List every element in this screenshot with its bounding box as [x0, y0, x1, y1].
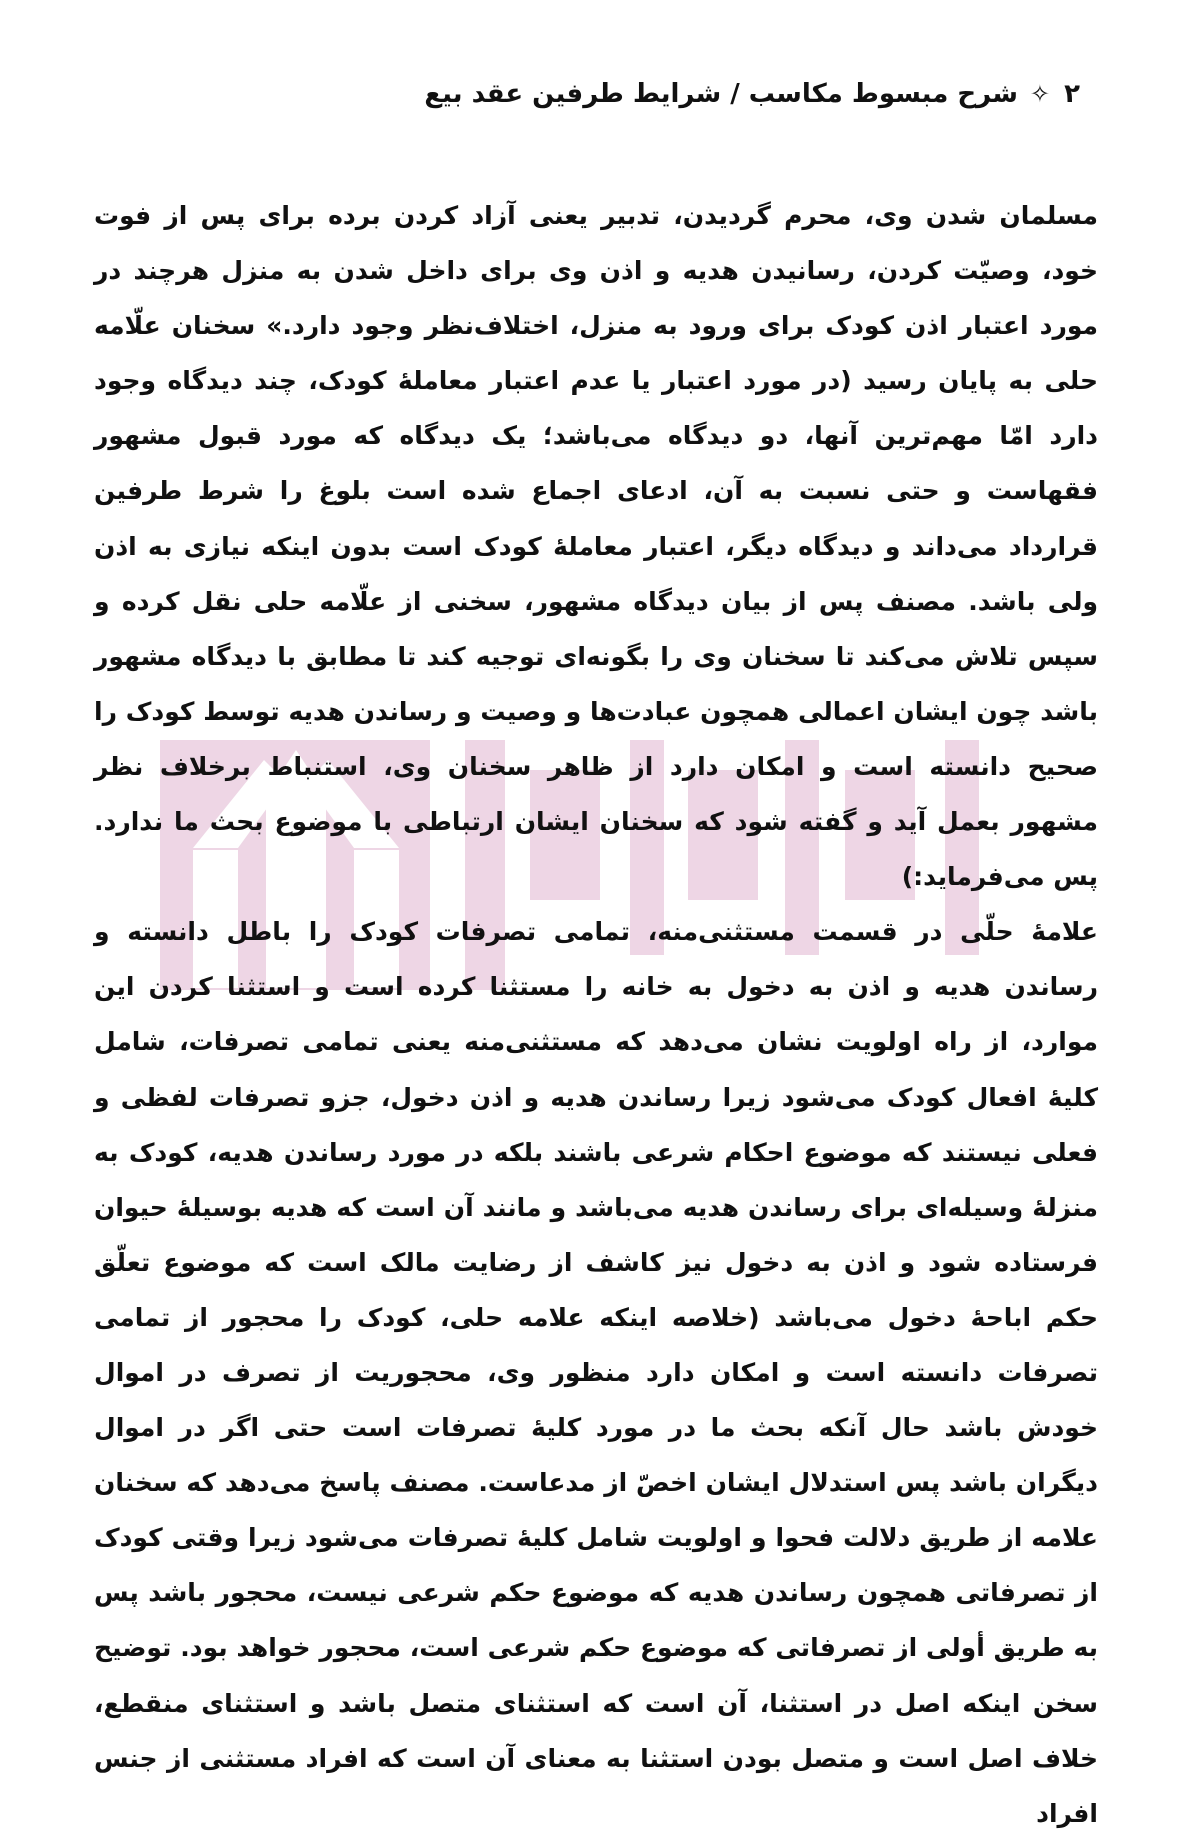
running-title: شرح مبسوط مکاسب / شرایط طرفین عقد بیع	[424, 79, 1018, 109]
diamond-cross-icon: ✧	[1029, 80, 1050, 108]
page-number: ۲	[1064, 79, 1080, 109]
paragraph: علامهٔ حلّی در قسمت مستثنی‌منه، تمامی تصرفات کودک را باطل دانسته و رساندن هدیه و اذن به دخول به خانه را مستثنا کرده است و استثنا کردن این موارد، از راه اولویت نشان می‌دهد که مستثنی‌منه یعنی تمامی تصرفات، شامل کلیهٔ افعال کودک می‌شود زیرا رساندن هدیه و اذن دخول، جزو تصرفات لفظی و فعلی نیستند که موضوع احکام شرعی باشند بلکه در مورد رساندن هدیه، کودک به منزلهٔ وسیله‌ای برای رساندن هدیه می‌باشد و مانند آن است که هدیه بوسیلهٔ حیوان فرستاده شود و اذن به دخول نیز کاشف از رضایت مالک است که موضوع تعلّق حکم اباحهٔ دخول می‌باشد (خلاصه اینکه علامه حلی، کودک را محجور از تمامی تصرفات دانسته است و امکان دارد منظور وی، محجوریت از تصرف در اموال خودش باشد حال آنکه بحث ما در مورد کلیهٔ تصرفات است حتی اگر در اموال دیگران باشد پس استدلال ایشان اخصّ از مدعاست. مصنف پاسخ می‌دهد که سخنان علامه از طریق دلالت فحوا و اولویت شامل کلیهٔ تصرفات می‌شود زیرا وقتی کودک از تصرفاتی همچون رساندن هدیه که موضوع حکم شرعی نیست، محجور باشد پس به طریق أولی از تصرفاتی که موضوع حکم شرعی است، محجور خواهد بود. توضیح سخن اینکه اصل در استثنا، آن است که استثنای متصل باشد و استثنای منقطع، خلاف اصل است و متصل بودن استثنا به معنای آن است که افراد مستثنی از جنس افراد	[94, 917, 1098, 1828]
main-text	[94, 188, 1098, 1841]
page-header	[98, 72, 1080, 116]
paragraph: مسلمان شدن وی، محرم گردیدن، تدبیر یعنی آزاد کردن برده برای پس از فوت خود، وصیّت کردن، رسانیدن هدیه و اذن وی برای داخل شدن به منزل هرچند در مورد اعتبار اذن کودک برای ورود به منزل، اختلاف‌نظر وجود دارد.» سخنان علّامه حلی به پایان رسید (در مورد اعتبار یا عدم اعتبار معاملهٔ کودک، چند دیدگاه وجود دارد امّا مهم‌ترین آنها، دو دیدگاه می‌باشد؛ یک دیدگاه که مورد قبول مشهور فقهاست و حتی نسبت به آن، ادعای اجماع شده است بلوغ را شرط طرفین قرارداد می‌داند و دیدگاه دیگر، اعتبار معاملهٔ کودک است بدون اینکه نیازی به اذن ولی باشد. مصنف پس از بیان دیدگاه مشهور، سخنی از علّامه حلی نقل کرده و سپس تلاش می‌کند تا سخنان وی را بگونه‌ای توجیه کند تا مطابق با دیدگاه مشهور باشد چون ایشان اعمالی همچون عبادت‌ها و وصیت و رساندن هدیه توسط کودک را صحیح دانسته است و امکان دارد از ظاهر سخنان وی، استنباط برخلاف نظر مشهور بعمل آید و گفته شود که سخنان ایشان ارتباطی با موضوع بحث ما ندارد. پس می‌فرماید:)	[94, 201, 1098, 892]
